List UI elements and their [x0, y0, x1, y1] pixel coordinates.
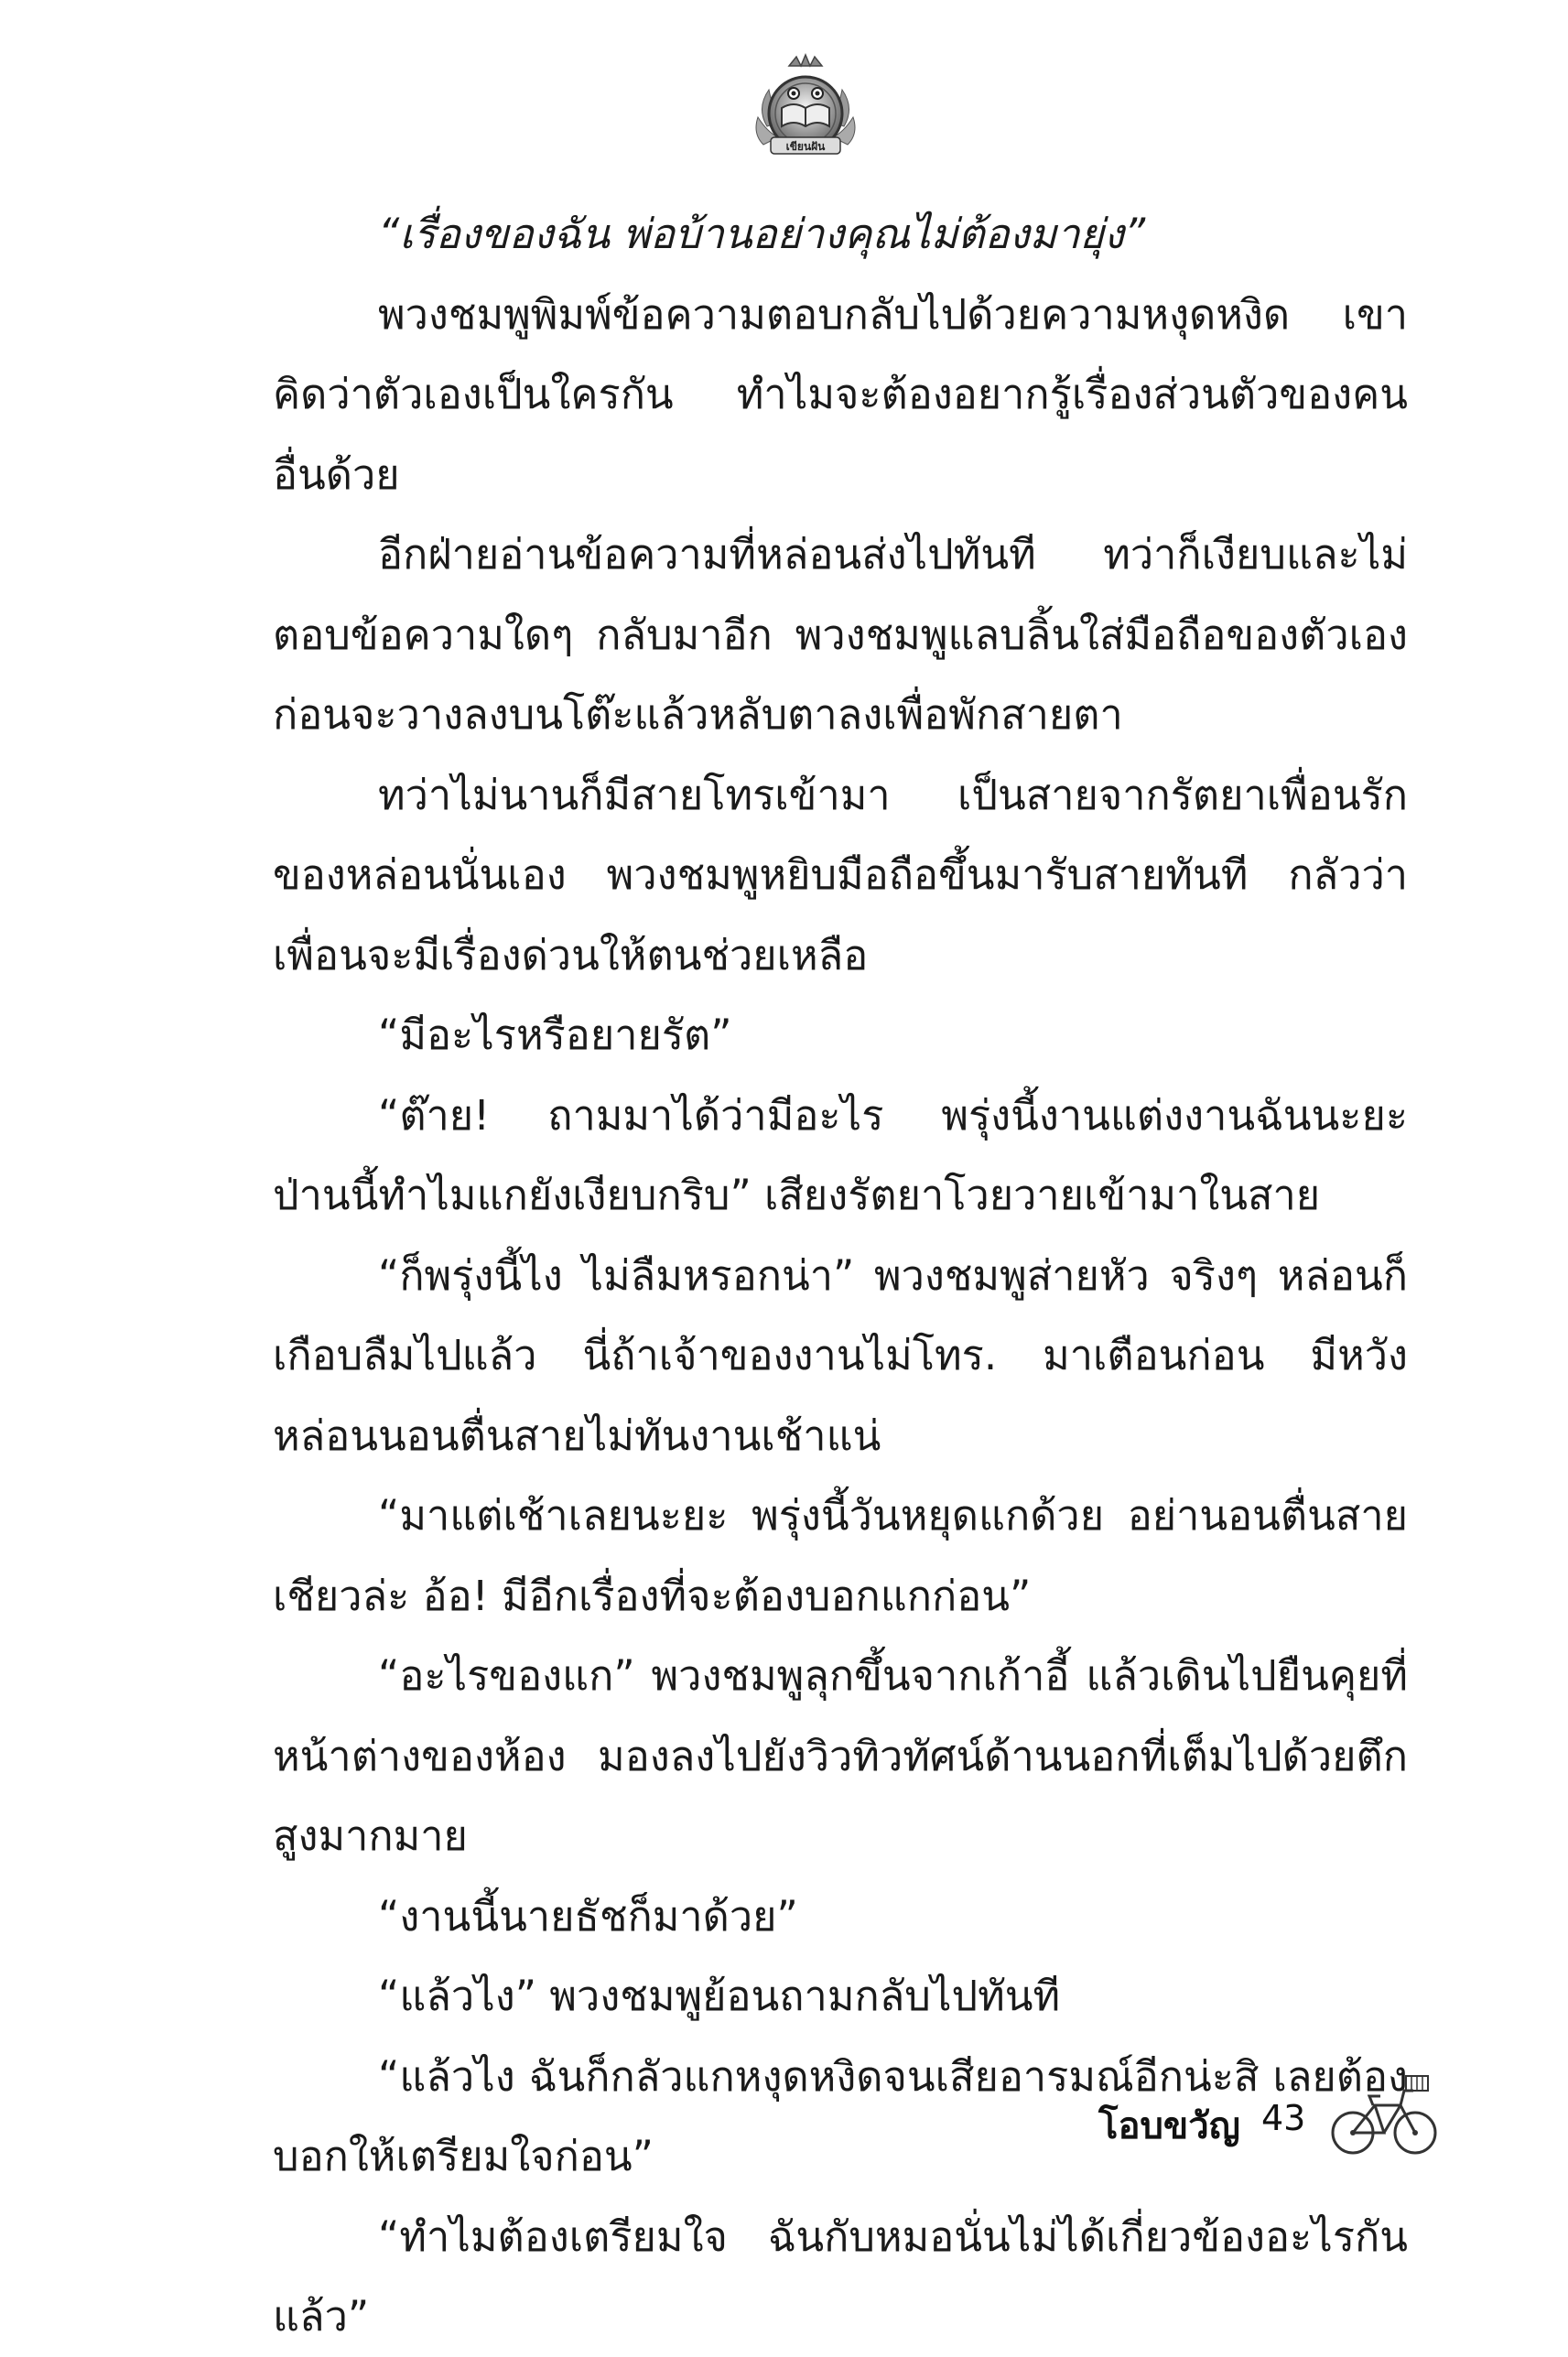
page-number: 43: [1261, 2098, 1306, 2138]
paragraph: “ก็พรุ่งนี้ไง ไม่ลืมหรอกน่า” พวงชมพูส่ายหัว จริงๆ หล่อนก็เกือบลืมไปแล้ว นี่ถ้าเจ้าของงานไม่โทร. มาเตือนก่อน มีหวังหล่อนนอนตื่นสายไม่ทันงานเช้าแน่: [273, 1250, 1408, 1460]
paragraph: อีกฝ่ายอ่านข้อความที่หล่อนส่งไปทันที ทว่าก็เงียบและไม่ตอบข้อความใดๆ กลับมาอีก พวงชมพูแลบลิ้นใส่มือถือของตัวเองก่อนจะวางลงบนโต๊ะแล้วหลับตาลงเพื่อพักสายตา: [273, 530, 1408, 739]
paragraph: “แล้วไง” พวงชมพูย้อนถามกลับไปทันที: [378, 1972, 1061, 2020]
bicycle-icon: [1329, 2069, 1439, 2160]
paragraph: “งานนี้นายธัชก็มาด้วย”: [378, 1891, 798, 1941]
crest-logo-icon: [751, 53, 860, 172]
paragraph: ทว่าไม่นานก็มีสายโทรเข้ามา เป็นสายจากรัตยาเพื่อนรักของหล่อนนั่นเอง พวงชมพูหยิบมือถือขึ้นมารับสายทันที กลัวว่าเพื่อนจะมีเรื่องด่วนให้ตนช่วยเหลือ: [273, 770, 1408, 979]
paragraph: “แล้วไง ฉันก็กลัวแกหงุดหงิดจนเสียอารมณ์อีกน่ะสิ เลยต้องบอกให้เตรียมใจก่อน”: [273, 2051, 1408, 2180]
paragraph: “มีอะไรหรือยายรัต”: [378, 1011, 732, 1059]
chapter-text: [273, 194, 1408, 2357]
paragraph: “ต๊าย! ถามมาได้ว่ามีอะไร พรุ่งนี้งานแต่งงานฉันนะยะ ป่านนี้ทำไมแกยังเงียบกริบ” เสียงรัตยาโวยวายเข้ามาในสาย: [273, 1090, 1408, 1219]
paragraph: “มาแต่เช้าเลยนะยะ พรุ่งนี้วันหยุดแกด้วย อย่านอนตื่นสายเชียวล่ะ อ้อ! มีอีกเรื่องที่จะต้องบอกแกก่อน”: [273, 1491, 1408, 1620]
logo-text: เขียนฝัน: [785, 140, 826, 153]
paragraph: “อะไรของแก” พวงชมพูลุกขึ้นจากเก้าอี้ แล้วเดินไปยืนคุยที่หน้าต่างของห้อง มองลงไปยังวิวทิวทัศน์ด้านนอกที่เต็มไปด้วยตึกสูงมากมาย: [273, 1651, 1408, 1860]
paragraph: “ทำไมต้องเตรียมใจ ฉันกับหมอนั่นไม่ได้เกี่ยวข้องอะไรกันแล้ว”: [273, 2211, 1408, 2341]
paragraph: พวงชมพูพิมพ์ข้อความตอบกลับไปด้วยความหงุดหงิด เขาคิดว่าตัวเองเป็นใครกัน ทำไมจะต้องอยากรู้เรื่องส่วนตัวของคนอื่นด้วย: [273, 289, 1408, 499]
page-footer: [1098, 2060, 1446, 2169]
paragraph: “เรื่องของฉัน พ่อบ้านอย่างคุณไม่ต้องมายุ่ง”: [378, 210, 1146, 258]
book-title: โอบขวัญ: [1098, 2105, 1240, 2147]
